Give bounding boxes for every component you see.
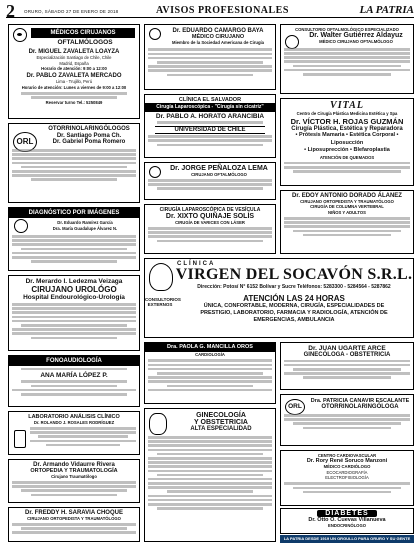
section-title: AVISOS PROFESIONALES <box>156 5 289 16</box>
ad-title: CIRUJANO ORTOPEDISTA Y TRAUMATÓLOGO <box>27 516 121 521</box>
doctor-name: Dr. PABLO ZAVALETA MERCADO <box>26 73 122 80</box>
doctor-name: Dr. XIXTO QUIÑAJE SOLÍS <box>165 213 255 220</box>
ad-subtitle: CIRUGÍA DE VARICES CON LÁSER <box>175 220 245 225</box>
ad-gutierrez <box>280 24 414 94</box>
ad-subtitle: NIÑOS Y ADULTOS <box>328 209 366 215</box>
doctor-name: Dr. PABLO A. HORATO ARANCIBIA <box>155 112 265 120</box>
ad-fonoaudiologia <box>8 355 140 407</box>
ad-subtitle: ALTA ESPECIALIDAD <box>190 426 252 432</box>
ad-title: MÉDICOS CIRUJANOS <box>31 28 135 38</box>
doctor-name: Dr. Rory René Soruco Manzoni <box>306 458 388 465</box>
specialization: Especialización Santiago de Chile, Chile <box>36 55 112 61</box>
ad-subtitle: Miembro de la Sociedad Americana de Cirugía <box>172 40 264 45</box>
ad-subtitle: Cirugía Laparoscópica - "Cirugía sin cicatriz" <box>145 103 275 112</box>
doctor-name: Dr. Eduardo Ramírez García <box>57 220 113 226</box>
doctor-name: Dr. JORGE PEÑALOZA LEMA <box>170 165 268 172</box>
doctor-name: ANA MARÍA LÓPEZ P. <box>40 371 108 379</box>
ad-crespo <box>280 394 414 446</box>
services: • Liposuprección • Blefaroplastia <box>304 147 390 154</box>
ad-choque <box>8 507 140 542</box>
doctor-name: Dr. EDUARDO CAMARGO BAYA <box>172 28 264 34</box>
care-note: ATENCIÓN DE QUEMADOS <box>319 154 375 160</box>
specialization: Madrid, España <box>59 60 89 66</box>
doctor-name: Dr. Otto O. Cuevas Villanueva <box>308 517 386 523</box>
ad-title: GINECÓLOGA - OBSTETRICIA <box>303 352 391 358</box>
hours: Horario de atención: 9:00 a 12:00 <box>41 66 107 71</box>
ad-mancilla <box>144 342 276 404</box>
ad-title: CIRUJANO UROLÓGO <box>31 285 117 294</box>
promo-banner <box>280 535 414 543</box>
orl-logo-icon: ORL <box>285 399 305 415</box>
ad-title: CLÍNICA EL SALVADOR <box>178 97 242 103</box>
ad-edoy <box>280 190 414 254</box>
pregnancy-logo-icon <box>149 413 167 435</box>
phone: Reservar turno Tel.: 5250849 <box>45 100 103 106</box>
ad-title: DIAGNÓSTICO POR IMÁGENES <box>9 208 139 218</box>
page-header <box>6 1 414 21</box>
ad-title: GINECOLOGÍA <box>196 412 246 419</box>
ad-subtitle: MÉDICO CARDIÓLOGO <box>323 464 371 470</box>
doctor-name: Dra. María Guadalupe Álvarez N. <box>52 225 118 231</box>
specialization: Cirugía Plástica, Estética y Reparadora <box>291 126 403 133</box>
eye-logo-icon <box>13 28 27 42</box>
clinic-name: VIRGEN DEL SOCAVÓN S.R.L. <box>175 266 413 283</box>
ad-virgen-del-socavon <box>144 258 414 338</box>
brand-logo: VITAL <box>330 100 364 111</box>
ad-ginecologia <box>144 408 276 542</box>
dateline: ORURO, SÁBADO 27 DE ENERO DE 2018 <box>24 9 119 14</box>
hours: Horario de atención: Lunes a viernes de 9:00 a 12:00 <box>21 84 127 90</box>
doctor-name: Dr. Merardo I. Ledezma Veizaga <box>25 278 123 285</box>
ad-diabetes <box>280 508 414 534</box>
ad-subtitle: MÉDICO CIRUJANO OFTALMÓLOGO <box>319 39 393 45</box>
ad-title: Centro de Cirugía Plástica Medicina Estética y Spa <box>296 111 398 116</box>
ad-subtitle: Cirujano Traumatólogo <box>51 474 97 479</box>
ad-title: FONOAUDIOLOGÍA <box>9 356 139 366</box>
doctor-name: Dra. PATRICIA CANAVIR ESCALANTE <box>310 398 410 404</box>
ad-zurita <box>144 204 276 254</box>
doctor-name: Dr. Armando Vidaurre Rivera <box>33 462 115 468</box>
doctor-name: Dr. Santiago Poma Ch. <box>56 133 122 139</box>
ad-subtitle: Hospital Endourológico-Urología <box>23 294 125 301</box>
ad-vital <box>280 98 414 186</box>
ad-cardio <box>280 450 414 506</box>
ad-title: CENTRO CARDIOVASCULAR <box>317 453 377 458</box>
virgin-logo-icon <box>149 263 173 291</box>
ad-title: LABORATORIO ANÁLISIS CLÍNICO <box>28 414 120 420</box>
medical-logo-icon <box>14 219 28 233</box>
ad-otorrino <box>8 123 140 203</box>
ad-arancibia <box>144 94 276 158</box>
services: • Prótesis Mamaria • Estética Corporal • Liposucción <box>295 132 399 146</box>
ad-laboratorio <box>8 411 140 455</box>
ad-title: MÉDICO CIRUJANO <box>191 34 245 40</box>
eye-logo-icon <box>285 35 299 49</box>
clinic-address: Dirección: Potosí N° 6152 Bolívar y Sucre Teléfonos: 5283300 - 5284564 - 5287862 <box>197 283 391 290</box>
doctor-name: Dr. MIGUEL ZAVALETA LOAYZA <box>28 49 120 56</box>
ad-penaloza <box>144 162 276 200</box>
ad-title: CONSULTORIO OFTALMOLÓGICO ESPECIALIZADO <box>295 27 399 32</box>
services: ÚNICA, CONFORTABLE, MODERNA, CIRUGÍA, ESPECIALIDADES DE PRESTIGIO, LABORATORIO, FARMACIA Y RADIOLOGÍA, ATENCIÓN DE EMERGENCIAS, AMBULANCIA <box>200 302 388 324</box>
ad-lomas <box>144 24 276 90</box>
ad-subtitle: CARDIOLOGÍA <box>195 352 225 358</box>
ad-subtitle: ENDOCRINÓLOGO <box>328 523 366 528</box>
ad-subtitle: ELECTROFISIOLOGÍA <box>325 475 369 481</box>
ad-title: ORTOPEDIA Y TRAUMATOLOGÍA <box>30 468 118 474</box>
ad-title: CIRUGÍA LAPAROSCÓPICA DE VESÍCULA <box>159 207 261 213</box>
medical-logo-icon <box>149 28 161 40</box>
page-number: 2 <box>6 1 15 21</box>
ad-subtitle: CIRUJANO OFTALMÓLOGO <box>191 172 247 177</box>
university: UNIVERSIDAD DE CHILE <box>155 126 265 134</box>
specialization: Lima - Trujillo, Perú <box>55 79 93 85</box>
clinic-label: CLÍNICA <box>177 261 216 267</box>
flask-icon <box>14 430 26 448</box>
ad-title: OTORRINOLARINGÓLOGA <box>321 404 399 410</box>
doctor-name: Dr. EDOY ANTONIO DORADO ÁLANEZ <box>292 193 402 199</box>
ad-title: DIABETES <box>317 510 377 517</box>
doctor-name: Dr. VÍCTOR H. ROJAS GUZMÁN <box>290 117 404 127</box>
side-label: CONSULTORIOS EXTERNOS <box>145 296 181 307</box>
ad-subtitle: CIRUGÍA DE COLUMNA VERTEBRAL <box>310 204 384 210</box>
doctor-name: Dr. JUAN UGARTE ARCE <box>308 345 386 352</box>
doctor-name: Dr. Walter Gutiérrez Aldayuz <box>309 32 403 40</box>
doctor-name: Dr. FREDDY H. SARAVIA CHOQUE <box>25 510 123 516</box>
eye-logo-icon <box>149 166 161 178</box>
doctor-name: Dra. PAOLA G. MANCILLA OROS <box>145 343 275 352</box>
ad-medicos-cirujanos <box>8 24 140 119</box>
ad-vidaurre <box>8 459 140 503</box>
ad-veizaga <box>8 275 140 351</box>
ad-subtitle: Dr. ROLANDO J. ROSALES RODRÍGUEZ <box>33 420 115 425</box>
hours: ATENCIÓN LAS 24 HORAS <box>243 293 345 303</box>
ad-title: OTORRINOLARINGÓLOGOS <box>48 126 130 132</box>
ad-subtitle: ECOCARDIOGRAFÍA <box>326 469 368 475</box>
ad-subtitle: OFTALMÓLOGOS <box>57 39 113 47</box>
ad-title: Y OBSTETRICIA <box>194 419 248 426</box>
newspaper-brand: LA PATRIA <box>359 4 414 16</box>
orl-logo-icon: ORL <box>13 132 37 152</box>
promo-text: LA PATRIA DESDE 1919 UN ORGULLO PARA ORURO Y SU GENTE <box>283 536 411 541</box>
ad-subtitle: CIRUJANO ORTOPEDISTA Y TRAUMATÓLOGO <box>300 199 394 204</box>
doctor-name: Dr. Gabriel Poma Romero <box>52 139 126 145</box>
ad-arce <box>280 342 414 390</box>
ad-diagnostico <box>8 207 140 271</box>
